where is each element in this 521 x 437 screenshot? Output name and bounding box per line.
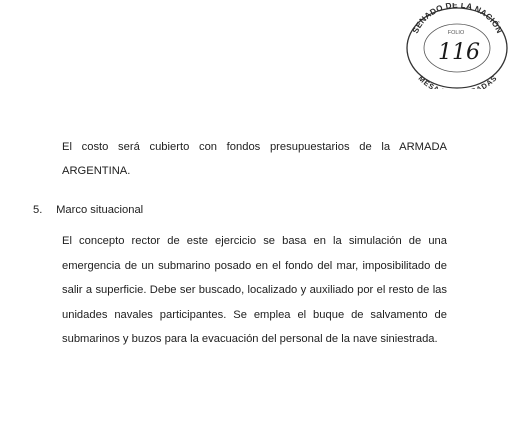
paragraph-line: El concepto rector de este ejercicio se basa en la simulación de una <box>62 235 447 247</box>
section-number: 5. <box>33 204 43 216</box>
paragraph-line: ARGENTINA. <box>62 165 131 177</box>
stamp-bottom-text: MESA ADAS <box>416 73 499 89</box>
senate-entry-stamp <box>401 3 514 89</box>
paragraph-line: unidades navales participantes. Se emplea el buque de salvamento de <box>62 308 447 321</box>
paragraph-line: emergencia de un submarino posado en el fondo del mar, imposibilitado de <box>62 259 447 272</box>
paragraph-line: submarinos y buzos para la evacuación del personal de la nave siniestrada. <box>62 333 438 345</box>
section-heading <box>33 204 143 216</box>
stamp-folio-label: FOLIO <box>447 30 465 36</box>
stamp-top-text: SENADO DE LA NACIÓN <box>410 3 505 35</box>
situational-paragraph <box>62 229 447 352</box>
section-title: Marco situacional <box>56 204 144 216</box>
paragraph-line: El costo será cubierto con fondos presupuestarios de la ARMADA <box>62 141 447 153</box>
paragraph-line: salir a superficie. Debe ser buscado, localizado y auxiliado por el resto de las <box>62 284 447 296</box>
funding-paragraph <box>62 135 447 183</box>
svg-text:MESA DE ENTRADAS <box>417 74 499 89</box>
stamp-folio-number: 116 <box>438 40 480 65</box>
